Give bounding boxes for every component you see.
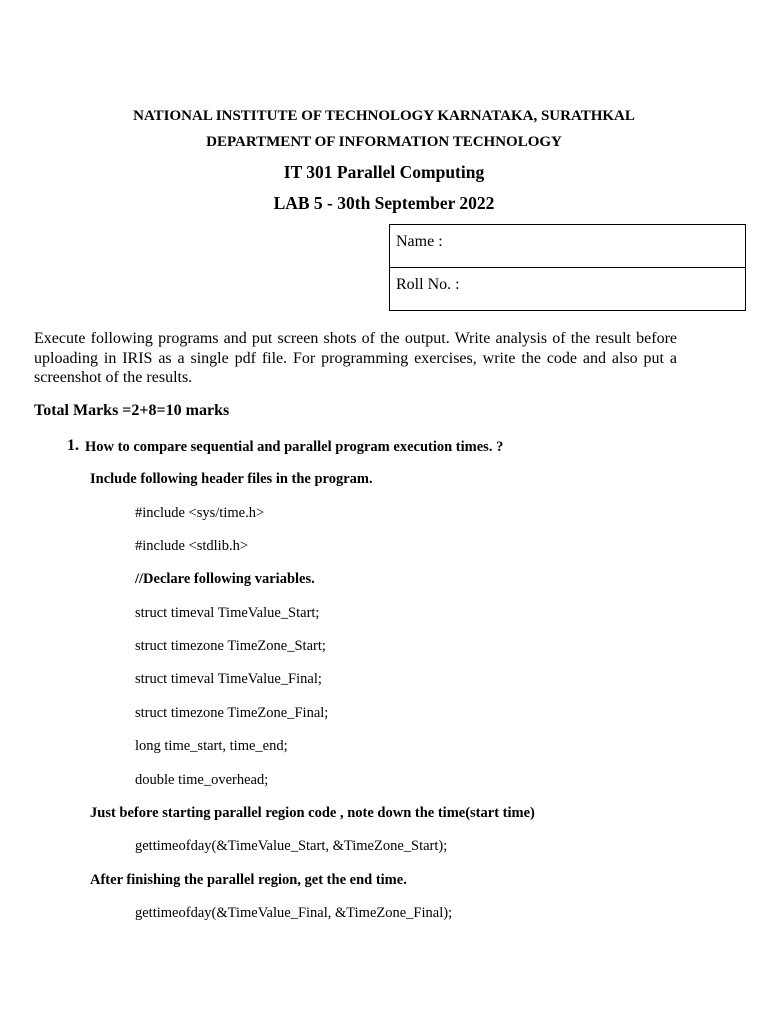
declare-line: long time_start, time_end;: [135, 738, 288, 754]
declare-line: double time_overhead;: [135, 772, 269, 788]
declare-line: struct timezone TimeZone_Start;: [135, 638, 326, 654]
roll-row: [390, 268, 746, 311]
instructions-line: Execute following programs and put screen shots of the output. Write analysis of the result before: [34, 330, 677, 347]
course-title: IT 301 Parallel Computing: [283, 162, 485, 182]
student-info-table: [389, 224, 746, 311]
instructions-paragraph: [34, 329, 677, 388]
lab-title: LAB 5 - 30th September 2022: [273, 193, 495, 213]
declare-line: struct timeval TimeValue_Final;: [135, 671, 322, 687]
start-time-heading: Just before starting parallel region code , note down the time(start time): [90, 805, 535, 821]
instructions-line: screenshot of the results.: [34, 369, 193, 386]
name-cell[interactable]: [390, 225, 746, 268]
roll-label: Roll No. :: [396, 276, 460, 293]
total-marks: Total Marks =2+8=10 marks: [34, 402, 230, 419]
name-label: Name :: [396, 233, 443, 250]
include-heading: Include following header files in the program.: [90, 471, 373, 487]
instructions-line: uploading in IRIS as a single pdf file. For programming exercises, write the code and also put a: [34, 349, 677, 367]
end-time-code: gettimeofday(&TimeValue_Final, &TimeZone_Final);: [135, 905, 453, 921]
include-line: #include <sys/time.h>: [135, 505, 265, 521]
declare-line: struct timeval TimeValue_Start;: [135, 605, 320, 621]
declare-heading: //Declare following variables.: [135, 571, 315, 587]
end-time-heading: After finishing the parallel region, get the end time.: [90, 872, 407, 888]
department-name: DEPARTMENT OF INFORMATION TECHNOLOGY: [206, 134, 562, 150]
name-row: [390, 225, 746, 268]
include-line: #include <stdlib.h>: [135, 538, 249, 554]
question-number: 1.: [67, 437, 79, 454]
start-time-code: gettimeofday(&TimeValue_Start, &TimeZone_Start);: [135, 838, 448, 854]
declare-line: struct timezone TimeZone_Final;: [135, 705, 329, 721]
question-title: How to compare sequential and parallel program execution times. ?: [85, 439, 504, 455]
roll-cell[interactable]: [390, 268, 746, 311]
institute-name: NATIONAL INSTITUTE OF TECHNOLOGY KARNATAKA, SURATHKAL: [133, 108, 635, 124]
